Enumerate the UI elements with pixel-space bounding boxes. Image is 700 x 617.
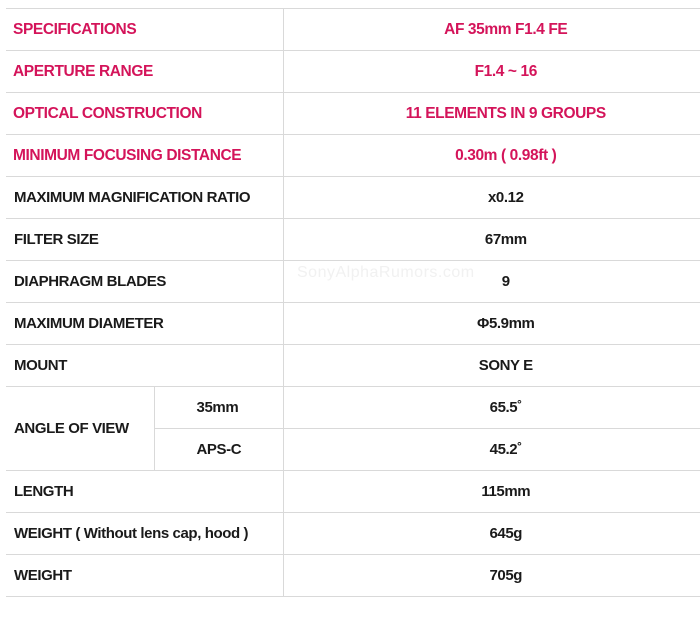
row-value: F1.4 ~ 16 <box>283 51 700 93</box>
row-value: 67mm <box>283 219 700 261</box>
row-label: DIAPHRAGM BLADES <box>6 261 283 303</box>
row-sublabel: APS-C <box>154 429 283 471</box>
table-row-filter-size <box>6 219 700 261</box>
row-label: FILTER SIZE <box>6 219 283 261</box>
table-row-weight <box>6 555 700 597</box>
row-value: 645g <box>283 513 700 555</box>
row-value: 65.5˚ <box>283 387 700 429</box>
table-row-maximum-magnification-ratio <box>6 177 700 219</box>
row-label: WEIGHT <box>6 555 283 597</box>
table-row-mount <box>6 345 700 387</box>
table-row-diaphragm-blades <box>6 261 700 303</box>
table-row-angle-of-view-35mm <box>6 387 700 429</box>
table-row-length <box>6 471 700 513</box>
row-value: AF 35mm F1.4 FE <box>283 9 700 51</box>
table-row-optical-construction <box>6 93 700 135</box>
angle-of-view-label: ANGLE OF VIEW <box>6 387 154 471</box>
row-value: 45.2˚ <box>283 429 700 471</box>
table-row-weight-without-cap <box>6 513 700 555</box>
row-value: Φ5.9mm <box>283 303 700 345</box>
table-row-minimum-focusing-distance <box>6 135 700 177</box>
row-label: MAXIMUM DIAMETER <box>6 303 283 345</box>
row-label: LENGTH <box>6 471 283 513</box>
row-value: 115mm <box>283 471 700 513</box>
row-label: SPECIFICATIONS <box>6 9 283 51</box>
row-label: OPTICAL CONSTRUCTION <box>6 93 283 135</box>
row-label: MINIMUM FOCUSING DISTANCE <box>6 135 283 177</box>
row-value: 11 ELEMENTS IN 9 GROUPS <box>283 93 700 135</box>
row-label: APERTURE RANGE <box>6 51 283 93</box>
row-label: MOUNT <box>6 345 283 387</box>
table-row-maximum-diameter <box>6 303 700 345</box>
table-row-aperture-range <box>6 51 700 93</box>
row-value: 705g <box>283 555 700 597</box>
table-row-specifications <box>6 9 700 51</box>
specifications-table <box>6 8 700 597</box>
row-sublabel: 35mm <box>154 387 283 429</box>
row-value: SONY E <box>283 345 700 387</box>
row-label: MAXIMUM MAGNIFICATION RATIO <box>6 177 283 219</box>
row-value: 9 <box>283 261 700 303</box>
watermark: SonyAlphaRumors.com <box>297 264 475 281</box>
row-value: 0.30m ( 0.98ft ) <box>283 135 700 177</box>
row-value: x0.12 <box>283 177 700 219</box>
row-label: WEIGHT ( Without lens cap, hood ) <box>6 513 283 555</box>
